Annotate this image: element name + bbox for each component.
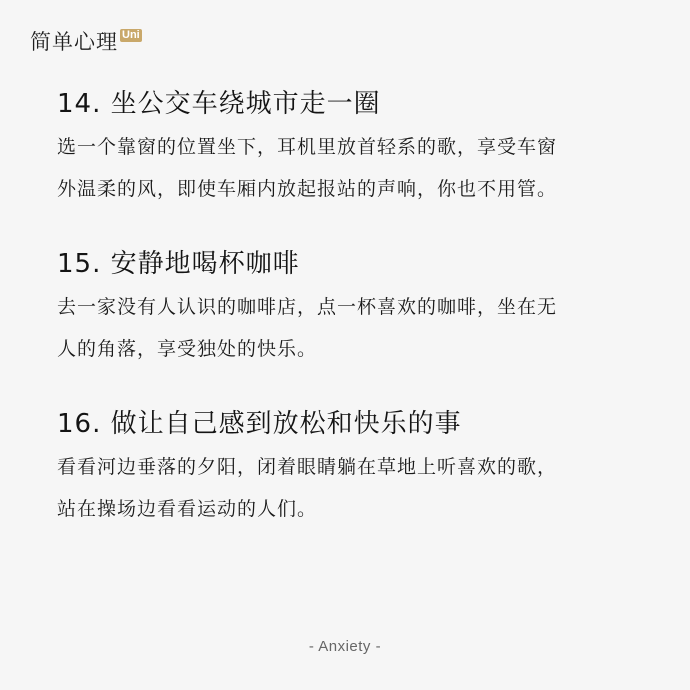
section-15 — [57, 244, 657, 370]
section-title: 16. 做让自己感到放松和快乐的事 — [57, 409, 462, 439]
body-line: 外温柔的风，即使车厢内放起报站的声响，你也不用管。 — [57, 178, 558, 200]
article-content — [57, 84, 657, 564]
body-line: 选一个靠窗的位置坐下，耳机里放首轻系的歌，享受车窗 — [57, 136, 558, 158]
section-body — [57, 126, 657, 210]
section-14 — [57, 84, 657, 210]
brand-logo — [30, 28, 142, 58]
section-title: 14. 坐公交车绕城市走一圈 — [57, 89, 381, 119]
footer-signature: - Anxiety - — [308, 638, 382, 655]
section-title: 15. 安静地喝杯咖啡 — [57, 249, 300, 279]
section-body — [57, 286, 657, 370]
brand-name: 简单心理 — [30, 30, 118, 54]
body-line: 看看河边垂落的夕阳，闭着眼睛躺在草地上听喜欢的歌， — [57, 456, 558, 478]
body-line: 站在操场边看看运动的人们。 — [57, 498, 318, 520]
brand-badge: Uni — [122, 29, 140, 41]
body-line: 人的角落，享受独处的快乐。 — [57, 338, 318, 360]
body-line: 去一家没有人认识的咖啡店，点一杯喜欢的咖啡，坐在无 — [57, 296, 558, 318]
section-body — [57, 446, 657, 530]
section-16 — [57, 404, 657, 530]
